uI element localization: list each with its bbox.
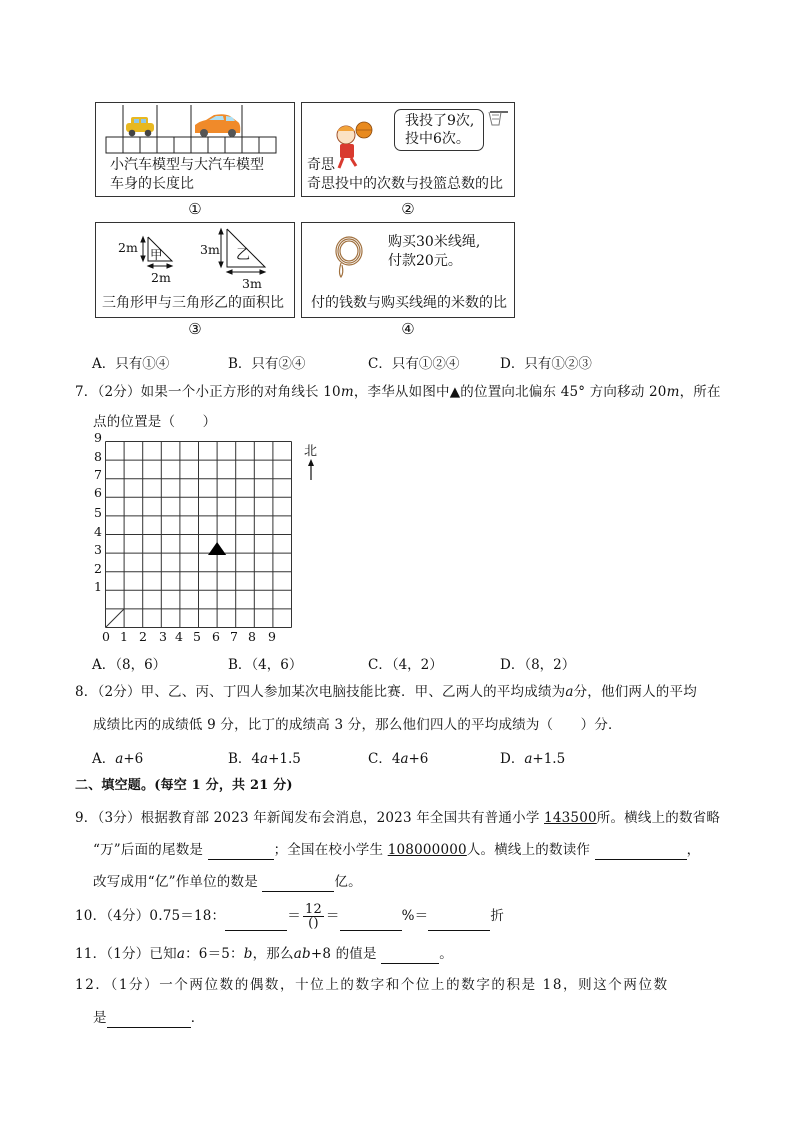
player-name: 奇思 xyxy=(307,157,335,173)
q12-line1: 12．（1分）一个两位数的偶数，十位上的数字和个位上的数字的积是 18，则这个两位数 xyxy=(75,977,669,993)
triangles-diagram xyxy=(96,223,296,293)
x-label-0: 0 xyxy=(102,629,110,644)
triangle-marker-icon xyxy=(208,542,226,555)
panel-1-caption-line1: 小汽车模型与大汽车模型 xyxy=(110,157,264,173)
basketball-player-icon xyxy=(330,119,380,171)
tri2-name: 乙 xyxy=(236,247,250,263)
panel-4-rope-price-ratio xyxy=(301,222,515,318)
x-label-2: 2 xyxy=(139,629,147,644)
panel-3-triangle-area-ratio xyxy=(95,222,295,318)
question-10: 10．（4分）0.75＝18： ＝ $\frac{12}{()}$ ＝ %＝ 折 xyxy=(75,902,505,931)
y-label-6: 6 xyxy=(94,485,102,500)
q8-line2: 成绩比丙的成绩低 9 分，比丁的成绩高 3 分，那么他们四人的平均成绩为（ ）分． xyxy=(93,717,622,733)
speech-bubble xyxy=(394,109,484,151)
x-label-1: 1 xyxy=(120,629,128,644)
y-label-1: 1 xyxy=(94,579,102,594)
q8-option-c[interactable]: C．4a+6 xyxy=(368,751,429,767)
rope-text-line2: 付款20元。 xyxy=(388,253,462,269)
x-label-7: 7 xyxy=(230,629,238,644)
x-label-6: 6 xyxy=(212,629,220,644)
x-label-9: 9 xyxy=(268,629,276,644)
tri1-base-label: 2m xyxy=(151,270,171,285)
q9-line2: “万”后面的尾数是 ；全国在校小学生 108000000人。横线上的数读作 ， xyxy=(93,842,701,858)
q7-option-b[interactable]: B．（4，6） xyxy=(228,657,303,673)
q9-blank-2[interactable] xyxy=(595,844,687,860)
x-label-3: 3 xyxy=(159,629,167,644)
q10-blank-3[interactable] xyxy=(428,915,490,931)
small-car-icon xyxy=(126,117,154,136)
question-11: 11．（1分）已知a：6＝5：b，那么ab+8 的值是 。 xyxy=(75,946,453,962)
q8-option-a[interactable]: A．a+6 xyxy=(92,751,144,767)
y-label-3: 3 xyxy=(94,542,102,557)
y-label-5: 5 xyxy=(94,505,102,520)
y-label-2: 2 xyxy=(94,561,102,576)
section-2-heading: 二、填空题。(每空 1 分，共 21 分) xyxy=(75,778,293,793)
x-label-8: 8 xyxy=(248,629,256,644)
x-label-5: 5 xyxy=(193,629,201,644)
panel-4-label: ④ xyxy=(401,320,415,338)
panel-1-caption-line2: 车身的长度比 xyxy=(110,176,194,192)
rope-text-line1: 购买30米线绳, xyxy=(388,234,481,250)
y-label-7: 7 xyxy=(94,467,102,482)
q6-option-a[interactable]: A．只有①④ xyxy=(92,356,170,372)
q9-line1: 9．（3分）根据教育部 2023 年新闻发布会消息，2023 年全国共有普通小学 143500所。横线上的数省略 xyxy=(75,810,721,826)
q8-line1: 8．（2分）甲、乙、丙、丁四人参加某次电脑技能比赛．甲、乙两人的平均成绩为a分，他们两人的平均 xyxy=(75,684,697,700)
panel-3-caption: 三角形甲与三角形乙的面积比 xyxy=(102,295,284,311)
q7-line2: 点的位置是（ ） xyxy=(93,414,217,430)
q10-fraction: $\frac{12}{()}$ xyxy=(304,902,322,931)
panel-2-label: ② xyxy=(401,200,415,218)
q9-blank-1[interactable] xyxy=(208,844,274,860)
q12-blank[interactable] xyxy=(107,1012,191,1028)
panel-4-caption: 付的钱数与购买线绳的米数的比 xyxy=(311,295,507,311)
q7-line1: 7．（2分）如果一个小正方形的对角线长 10m，李华从如图中▲的位置向北偏东 45° 方向移动 20m，所在 xyxy=(75,384,721,400)
x-label-4: 4 xyxy=(175,629,183,644)
tri1-name: 甲 xyxy=(150,247,163,262)
panel-2-caption: 奇思投中的次数与投篮总数的比 xyxy=(307,176,503,192)
panel-1-label: ① xyxy=(188,200,202,218)
q6-option-d[interactable]: D．只有①②③ xyxy=(500,356,592,372)
tri1-height-label: 2m xyxy=(118,240,138,255)
rope-coil-icon xyxy=(332,233,366,279)
large-car-icon xyxy=(195,114,240,137)
q8-option-b[interactable]: B．4a+1.5 xyxy=(228,751,301,767)
q12-line2: 是 ． xyxy=(93,1010,205,1026)
q8-option-d[interactable]: D．a+1.5 xyxy=(500,751,566,767)
q11-blank[interactable] xyxy=(381,948,439,964)
basketball-hoop-icon xyxy=(486,109,510,129)
panel-2-shooting-ratio xyxy=(301,102,515,197)
car-scale-diagram xyxy=(96,103,296,163)
q7-option-a[interactable]: A．（8，6） xyxy=(92,657,167,673)
q9-line3: 改写成用“亿”作单位的数是 亿。 xyxy=(93,874,362,890)
q7-option-d[interactable]: D．（8，2） xyxy=(500,657,576,673)
y-label-9: 9 xyxy=(94,430,102,445)
q10-blank-1[interactable] xyxy=(225,915,287,931)
q7-option-c[interactable]: C．（4，2） xyxy=(368,657,443,673)
coordinate-grid xyxy=(105,441,293,629)
speech-line1: 我投了9次, xyxy=(405,113,475,129)
tri2-height-label: 3m xyxy=(200,242,220,257)
panel-3-label: ③ xyxy=(188,320,202,338)
q9-blank-3[interactable] xyxy=(262,876,334,892)
speech-line2: 投中6次。 xyxy=(405,131,470,147)
q6-option-c[interactable]: C．只有①②④ xyxy=(368,356,460,372)
q6-option-b[interactable]: B．只有②④ xyxy=(228,356,306,372)
north-arrow-icon xyxy=(306,459,316,481)
tri2-base-label: 3m xyxy=(242,276,262,291)
north-label: 北 xyxy=(304,444,318,459)
y-label-4: 4 xyxy=(94,524,102,539)
q10-blank-2[interactable] xyxy=(340,915,402,931)
panel-1-car-ratio xyxy=(95,102,295,197)
y-label-8: 8 xyxy=(94,449,102,464)
